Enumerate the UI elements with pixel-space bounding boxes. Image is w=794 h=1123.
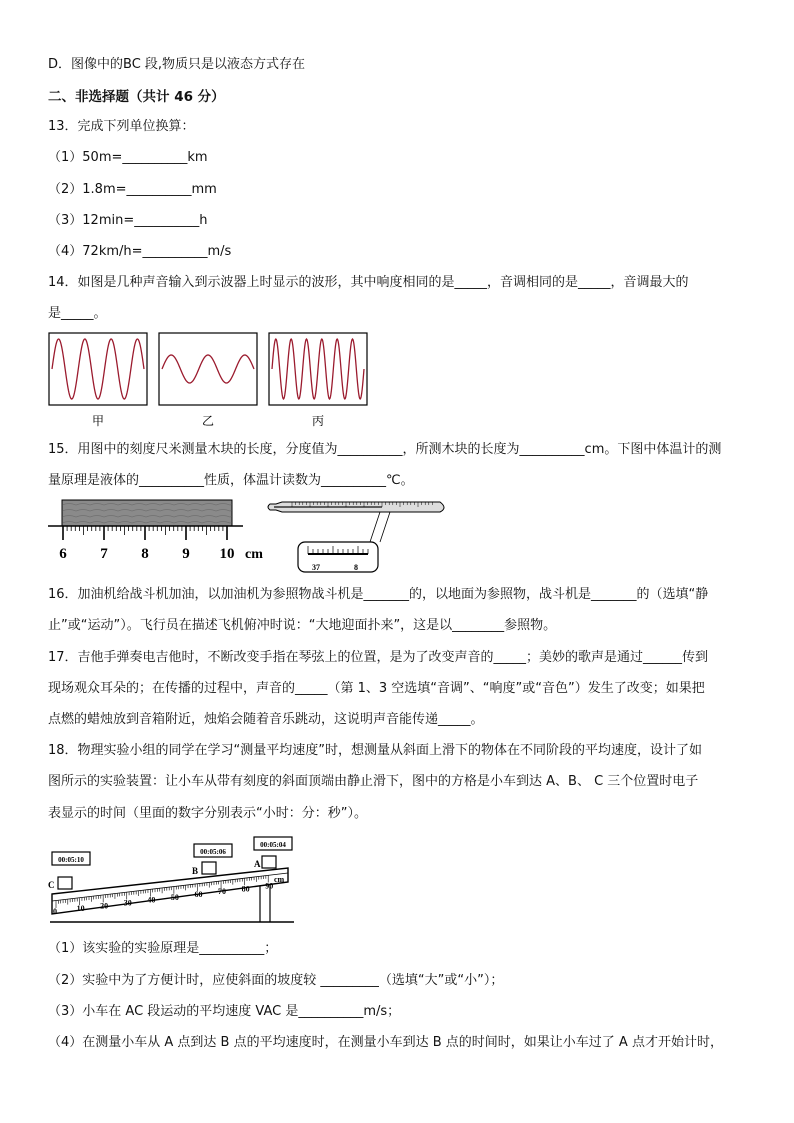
waveform-yi	[159, 333, 257, 405]
q13-4: （4）72km/h=__________m/s	[48, 244, 232, 259]
incline-scale-80: 80	[241, 884, 250, 894]
wave-label-yi: 乙	[201, 414, 215, 428]
q13-stem: 13．完成下列单位换算：	[48, 119, 195, 134]
timer-b-text: 00:05:06	[200, 848, 226, 856]
ruler-label-7: 7	[100, 546, 108, 562]
car-at-c	[58, 877, 72, 889]
q13-1: （1）50m=__________km	[48, 150, 208, 165]
point-c-label: C	[48, 880, 55, 890]
q13-2: （2）1.8m=__________mm	[48, 182, 217, 197]
q18-4: （4）在测量小车从 A 点到达 B 点的平均速度时，在测量小车到达 B 点的时间时，如果让小车过了 A 点才开始计时，	[48, 1035, 723, 1050]
waveform-figure	[48, 332, 368, 430]
car-at-a	[262, 856, 276, 868]
ruler-figure	[48, 496, 268, 564]
q16-line1: 16．加油机给战斗机加油，以加油机为参照物战斗机是_______的，以地面为参照物，战斗机是_______的（选填“静	[48, 587, 709, 602]
q13-3: （3）12min=__________h	[48, 213, 208, 228]
q17-line1: 17．吉他手弹奏电吉他时，不断改变手指在琴弦上的位置，是为了改变声音的_____；美妙的歌声是通过______传到	[48, 650, 709, 665]
incline-scale-10: 10	[76, 904, 85, 914]
section-title: 二、非选择题（共计 46 分）	[48, 89, 225, 105]
incline-scale-50: 50	[170, 892, 179, 902]
waveform-bing	[269, 333, 367, 405]
q17-line2: 现场观众耳朵的；在传播的过程中，声音的_____（第 1、3 空选填“音调”、“响度”或“音色”）发生了改变；如果把	[48, 681, 705, 696]
option-d: D．图像中的BC 段,物质只是以液态方式存在	[48, 57, 306, 72]
q15-line1: 15．用图中的刻度尺米测量木块的长度，分度值为__________，所测木块的长度为__________cm。下图中体温计的测	[48, 442, 722, 457]
q18-3: （3）小车在 AC 段运动的平均速度 VAC 是__________m/s；	[48, 1004, 401, 1019]
q18-line2: 图所示的实验装置：让小车从带有刻度的斜面顶端由静止滑下，图中的方格是小车到达 A、B、 C 三个位置时电子	[48, 774, 699, 789]
q15-line2: 量原理是液体的__________性质，体温计读数为__________℃。	[48, 473, 414, 488]
thermometer-zoom-box	[298, 542, 378, 572]
wave-label-jia: 甲	[91, 414, 105, 428]
incline-scale-60: 60	[194, 889, 203, 899]
waveform-jia	[49, 333, 147, 405]
point-a-label: A	[254, 859, 261, 869]
thermo-label-8: 8	[354, 563, 358, 572]
q18-line3: 表显示的时间（里面的数字分别表示“小时：分：秒”）。	[48, 806, 367, 821]
q14-line2: 是_____。	[48, 306, 107, 321]
car-at-b	[202, 862, 216, 874]
q14-line1: 14．如图是几种声音输入到示波器上时显示的波形，其中响度相同的是_____，音调相同的是_____，音调最大的	[48, 275, 689, 290]
incline-figure	[48, 834, 298, 926]
q18-2: （2）实验中为了方便计时，应使斜面的坡度较 _________（选填“大”或“小”）；	[48, 973, 504, 988]
q18-1: （1）该实验的实验原理是__________；	[48, 941, 278, 956]
ruler-label-8: 8	[141, 546, 149, 562]
incline-scale-30: 30	[123, 898, 132, 908]
thermo-label-37: 37	[312, 563, 320, 572]
q18-line1: 18．物理实验小组的同学在学习“测量平均速度”时，想测量从斜面上滑下的物体在不同阶段的平均速度，设计了如	[48, 743, 703, 758]
timer-c-text: 00:05:10	[58, 856, 84, 864]
incline-board	[52, 868, 288, 914]
incline-scale-40: 40	[147, 895, 156, 905]
thermometer-figure	[262, 496, 452, 576]
point-b-label: B	[192, 866, 199, 876]
q16-line2: 止”或“运动”）。飞行员在描述飞机俯冲时说：“大地迎面扑来”，这是以________参照物。	[48, 618, 557, 633]
ruler-ticks	[63, 526, 227, 540]
incline-scale-70: 70	[218, 887, 227, 897]
ruler-label-10: 10	[219, 546, 235, 562]
incline-scale-20: 20	[100, 901, 109, 911]
incline-unit: cm	[274, 875, 285, 884]
ruler-label-6: 6	[59, 546, 67, 562]
ruler-unit: cm	[245, 547, 263, 562]
q17-line3: 点燃的蜡烛放到音箱附近，烛焰会随着音乐跳动，这说明声音能传递_____。	[48, 712, 484, 727]
incline-scale-0: 0	[53, 907, 57, 916]
wave-label-bing: 丙	[311, 414, 325, 428]
ruler-label-9: 9	[182, 546, 190, 562]
timer-a-text: 00:05:04	[260, 841, 286, 849]
incline-scale-90: 90	[265, 881, 274, 891]
